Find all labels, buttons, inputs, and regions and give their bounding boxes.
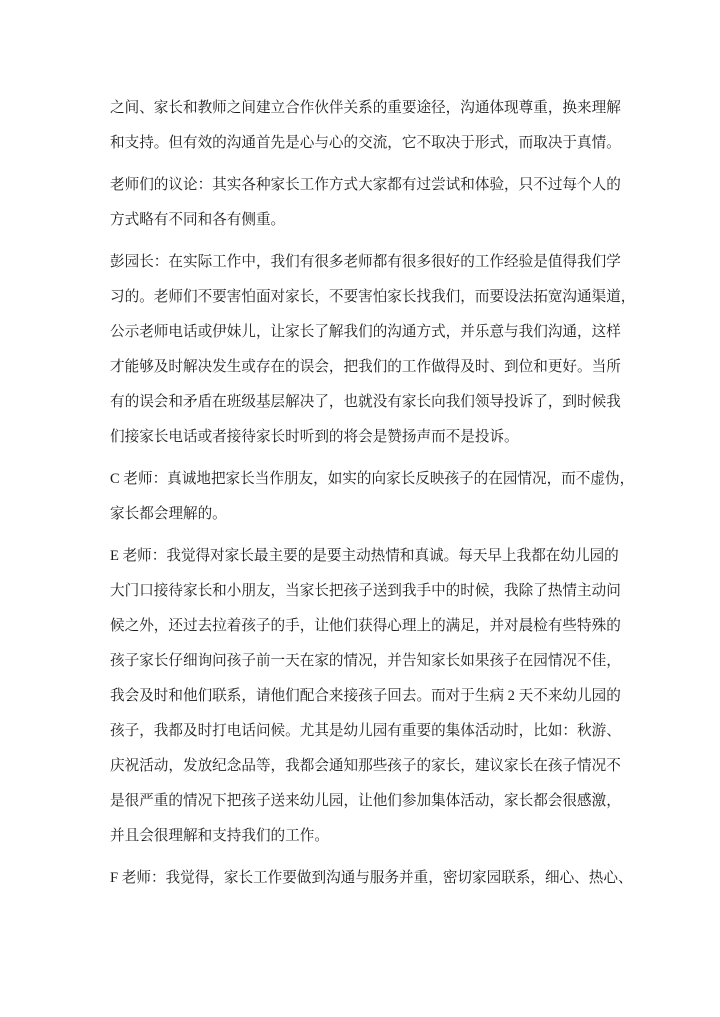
- paragraph: [110, 544, 621, 859]
- text-line: 有的误会和矛盾在班级基层解决了，也就没有家长向我们领导投诉了，到时候我: [110, 394, 621, 410]
- text-line: 庆祝活动，发放纪念品等，我都会通知那些孩子的家长，建议家长在孩子情况不: [110, 758, 621, 774]
- text-line: 之间、家长和教师之间建立合作伙伴关系的重要途径，沟通体现尊重，换来理解: [110, 100, 621, 116]
- text-line: C 老师：真诚地把家长当作朋友，如实的向家长反映孩子的在园情况，而不虚伪，: [110, 471, 635, 487]
- text-line: 和支持。但有效的沟通首先是心与心的交流，它不取决于形式，而取决于真情。: [110, 135, 621, 151]
- text-line: 我会及时和他们联系，请他们配合来接孩子回去。而对于生病 2 天不来幼儿园的: [110, 688, 621, 704]
- text-line: 孩子，我都及时打电话问候。尤其是幼儿园有重要的集体活动时，比如：秋游、: [110, 723, 621, 739]
- text-line: 大门口接待家长和小朋友，当家长把孩子送到我手中的时候，我除了热情主动问: [110, 583, 621, 599]
- text-line: 并且会很理解和支持我们的工作。: [110, 828, 329, 844]
- text-line: 候之外，还过去拉着孩子的手，让他们获得心理上的满足，并对晨检有些特殊的: [110, 618, 621, 634]
- text-line: 习的。老师们不要害怕面对家长，不要害怕家长找我们，而要设法拓宽沟通渠道，: [110, 289, 636, 305]
- paragraph: [110, 250, 636, 460]
- paragraph: [110, 467, 635, 537]
- text-line: 是很严重的情况下把孩子送来幼儿园，让他们参加集体活动，家长都会很感激，: [110, 793, 621, 809]
- text-line: E 老师：我觉得对家长最主要的是要主动热情和真诚。每天早上我都在幼儿园的: [110, 548, 619, 564]
- text-line: 家长都会理解的。: [110, 506, 227, 522]
- text-line: 彭园长：在实际工作中，我们有很多老师都有很多很好的工作经验是值得我们学: [110, 254, 621, 270]
- text-line: 方式略有不同和各有侧重。: [110, 212, 286, 228]
- paragraph: [110, 173, 621, 243]
- document-page: [110, 96, 636, 901]
- paragraph: [110, 96, 621, 166]
- text-line: F 老师：我觉得，家长工作要做到沟通与服务并重，密切家园联系，细心、热心、: [110, 870, 633, 886]
- text-line: 们接家长电话或者接待家长时听到的将会是赞扬声而不是投诉。: [110, 429, 519, 445]
- paragraph: [110, 866, 633, 901]
- text-line: 公示老师电话或伊妹儿，让家长了解我们的沟通方式，并乐意与我们沟通，这样: [110, 324, 621, 340]
- text-line: 老师们的议论：其实各种家长工作方式大家都有过尝试和体验，只不过每个人的: [110, 177, 621, 193]
- text-line: 孩子家长仔细询问孩子前一天在家的情况，并告知家长如果孩子在园情况不佳，: [110, 653, 621, 669]
- text-line: 才能够及时解决发生或存在的误会，把我们的工作做得及时、到位和更好。当所: [110, 359, 621, 375]
